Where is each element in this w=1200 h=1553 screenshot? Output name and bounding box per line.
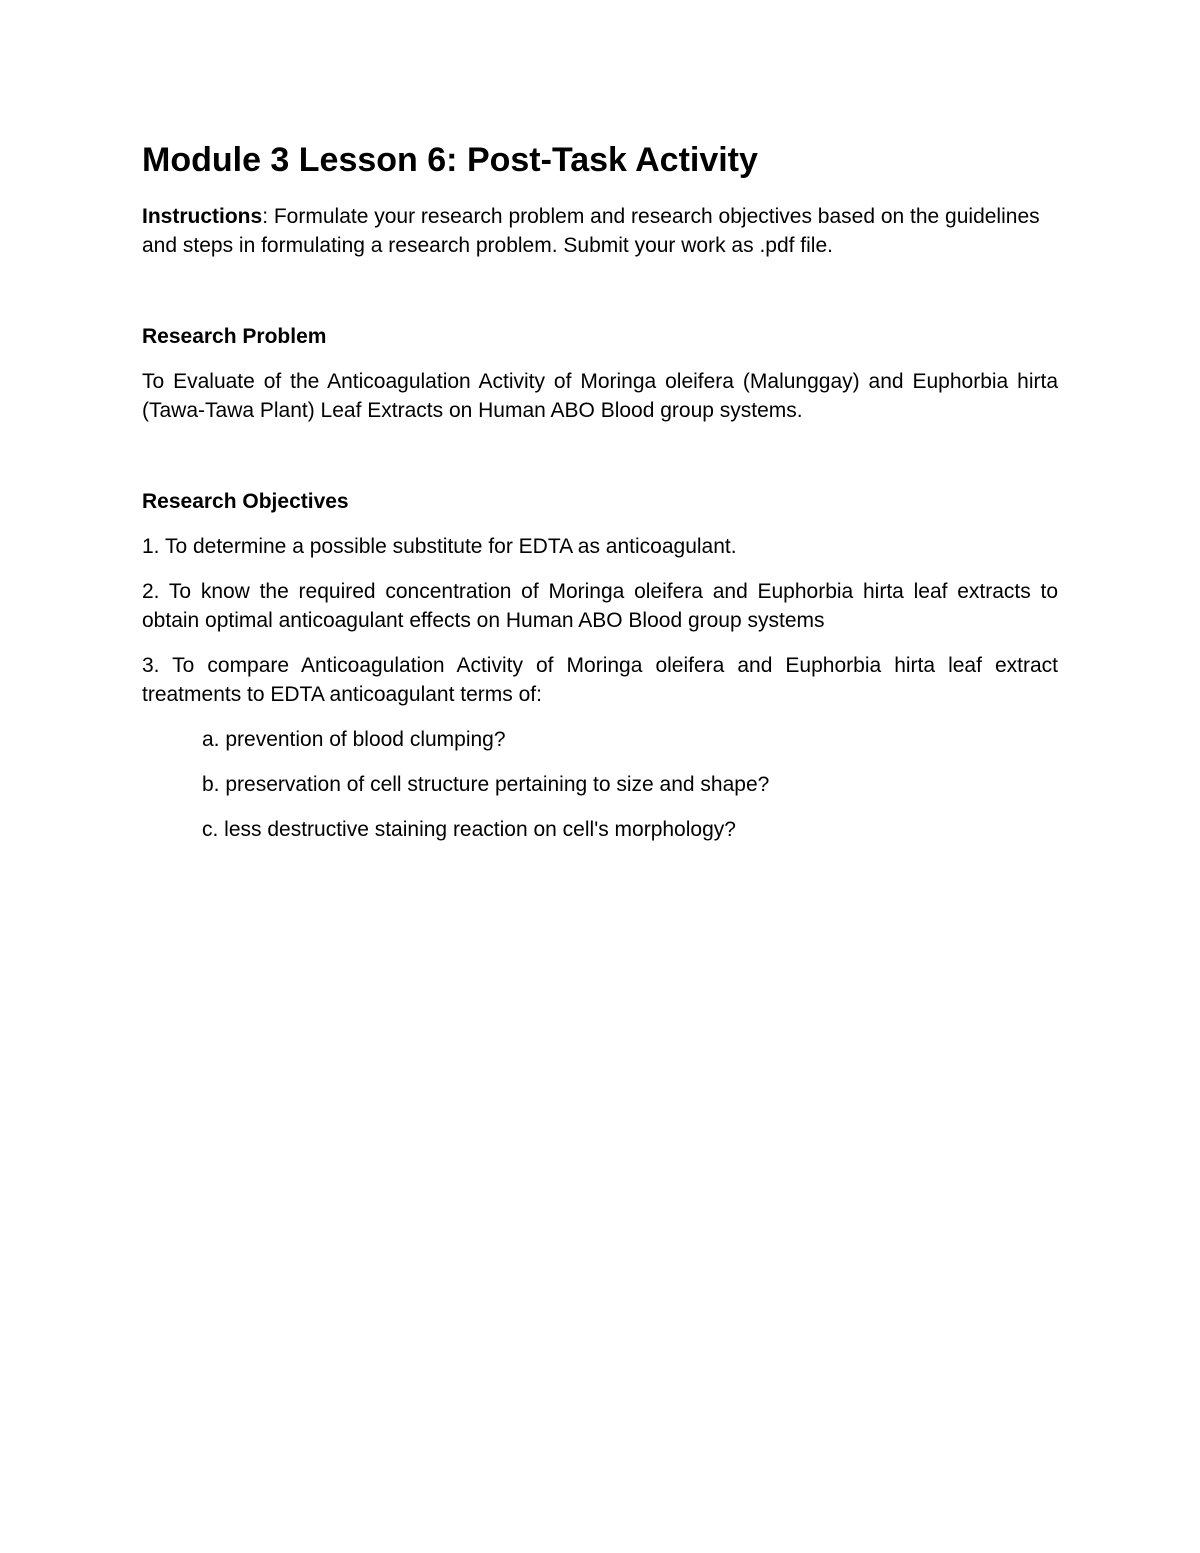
page-title: Module 3 Lesson 6: Post-Task Activity (142, 141, 758, 179)
research-objectives-heading: Research Objectives (142, 490, 349, 513)
objective-sub-item-a: a. prevention of blood clumping? (202, 728, 506, 751)
objective-sub-list (142, 725, 1058, 844)
instructions-label: Instructions (142, 205, 263, 228)
objective-item-1: 1. To determine a possible substitute for EDTA as anticoagulant. (142, 535, 737, 558)
objective-sub-item-b: b. preservation of cell structure pertaining to size and shape? (202, 773, 770, 796)
objective-sub-item-c: c. less destructive staining reaction on cell's morphology? (202, 818, 736, 841)
research-problem-text: To Evaluate of the Anticoagulation Activity of Moringa oleifera (Malunggay) and Euphorbia hirta (Tawa-Tawa Plant) Leaf Extracts on Human ABO Blood group systems. (142, 370, 1058, 422)
instructions-paragraph (142, 202, 1058, 260)
research-problem-heading: Research Problem (142, 325, 327, 348)
document-page (142, 140, 1058, 860)
objective-item-3: 3. To compare Anticoagulation Activity of Moringa oleifera and Euphorbia hirta leaf extract treatments to EDTA anticoagulant terms of: (142, 654, 1058, 706)
instructions-text: : Formulate your research problem and research objectives based on the guidelines and steps in formulating a research problem. Submit your work as .pdf file. (142, 205, 1040, 257)
objective-item-2: 2. To know the required concentration of Moringa oleifera and Euphorbia hirta leaf extracts to obtain optimal anticoagulant effects on Human ABO Blood group systems (142, 580, 1058, 632)
